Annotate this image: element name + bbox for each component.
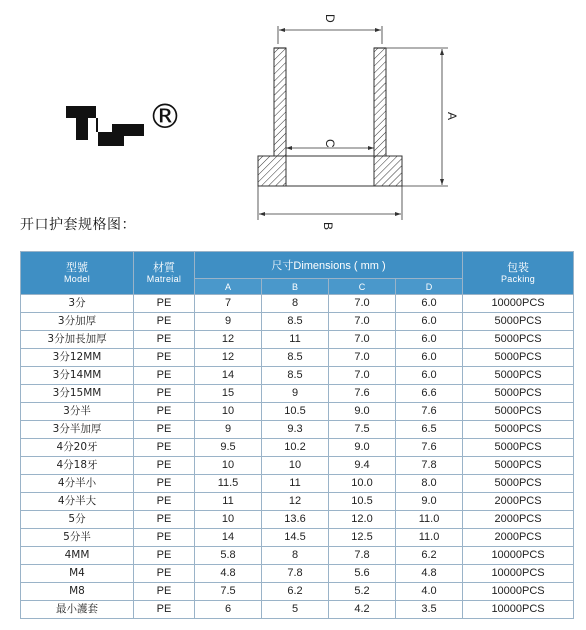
cell-packing: 10000PCS	[463, 295, 574, 313]
cell-packing: 10000PCS	[463, 601, 574, 619]
cell-dim-b: 8.5	[262, 349, 329, 367]
table-row	[21, 583, 574, 601]
cell-dim-a: 14	[195, 529, 262, 547]
cell-dim-c: 9.4	[329, 457, 396, 475]
dim-d-arrow-right	[375, 28, 381, 32]
cell-packing: 5000PCS	[463, 421, 574, 439]
cell-material: PE	[134, 565, 195, 583]
cell-dim-a: 11.5	[195, 475, 262, 493]
cell-dim-b: 12	[262, 493, 329, 511]
cell-dim-a: 11	[195, 493, 262, 511]
flange-left	[258, 156, 286, 186]
header-dim-b: B	[262, 279, 329, 295]
cell-material: PE	[134, 295, 195, 313]
dim-a-arrow-bottom	[440, 179, 444, 185]
cell-dim-d: 6.0	[396, 349, 463, 367]
cell-model: 3分12MM	[21, 349, 134, 367]
cell-material: PE	[134, 367, 195, 385]
cell-model: 5分	[21, 511, 134, 529]
cell-model: 3分加厚	[21, 313, 134, 331]
table-row	[21, 439, 574, 457]
cell-model: 4分半大	[21, 493, 134, 511]
brand-logo	[62, 92, 192, 154]
cell-material: PE	[134, 511, 195, 529]
cell-dim-b: 10.5	[262, 403, 329, 421]
dim-b-arrow-left	[259, 212, 265, 216]
header-dim-d: D	[396, 279, 463, 295]
cell-dim-b: 14.5	[262, 529, 329, 547]
cell-packing: 10000PCS	[463, 565, 574, 583]
cell-model: 4分20牙	[21, 439, 134, 457]
table-row	[21, 529, 574, 547]
cell-dim-b: 8.5	[262, 367, 329, 385]
cell-model: 3分加長加厚	[21, 331, 134, 349]
cell-dim-c: 5.6	[329, 565, 396, 583]
cell-dim-a: 10	[195, 457, 262, 475]
cell-dim-b: 6.2	[262, 583, 329, 601]
cell-dim-a: 14	[195, 367, 262, 385]
registered-mark: ®	[148, 97, 182, 137]
cell-model: 最小護套	[21, 601, 134, 619]
cell-packing: 5000PCS	[463, 439, 574, 457]
cell-dim-b: 9	[262, 385, 329, 403]
cell-dim-d: 7.6	[396, 439, 463, 457]
cell-model: 3分	[21, 295, 134, 313]
cell-packing: 2000PCS	[463, 529, 574, 547]
dim-b-arrow-right	[395, 212, 401, 216]
cell-model: 5分半	[21, 529, 134, 547]
cell-packing: 5000PCS	[463, 349, 574, 367]
cell-material: PE	[134, 421, 195, 439]
table-row	[21, 403, 574, 421]
cell-material: PE	[134, 529, 195, 547]
table-row	[21, 493, 574, 511]
cell-model: 3分14MM	[21, 367, 134, 385]
cell-material: PE	[134, 331, 195, 349]
cell-dim-c: 7.0	[329, 313, 396, 331]
cell-material: PE	[134, 385, 195, 403]
cell-model: 4分半小	[21, 475, 134, 493]
cell-dim-c: 7.5	[329, 421, 396, 439]
cell-dim-c: 5.2	[329, 583, 396, 601]
cell-model: 3分半加厚	[21, 421, 134, 439]
sleeve-wall-left	[274, 48, 286, 156]
dim-c-arrow-right	[368, 146, 374, 150]
header-packing: 包裝 Packing	[463, 252, 574, 295]
spec-table	[20, 251, 574, 619]
cell-dim-b: 11	[262, 331, 329, 349]
sleeve-dimension-drawing	[248, 8, 468, 238]
cell-model: 4分18牙	[21, 457, 134, 475]
table-row	[21, 295, 574, 313]
cell-dim-c: 7.0	[329, 349, 396, 367]
cell-model: M4	[21, 565, 134, 583]
cell-packing: 5000PCS	[463, 403, 574, 421]
cell-material: PE	[134, 493, 195, 511]
header-material: 材質 Matreial	[134, 252, 195, 295]
cell-dim-a: 15	[195, 385, 262, 403]
cell-dim-d: 7.8	[396, 457, 463, 475]
cell-material: PE	[134, 349, 195, 367]
cell-dim-c: 10.5	[329, 493, 396, 511]
cell-dim-d: 6.5	[396, 421, 463, 439]
cell-dim-c: 7.0	[329, 295, 396, 313]
table-header-row	[21, 252, 574, 279]
cell-dim-a: 12	[195, 331, 262, 349]
cell-model: 3分半	[21, 403, 134, 421]
cell-dim-c: 12.5	[329, 529, 396, 547]
dim-c-label: C	[323, 139, 337, 148]
header-dim-c: C	[329, 279, 396, 295]
cell-material: PE	[134, 457, 195, 475]
dim-d-arrow-left	[279, 28, 285, 32]
cell-dim-a: 9	[195, 421, 262, 439]
logo-mark	[66, 106, 144, 146]
header-dim-a: A	[195, 279, 262, 295]
dim-d-label: D	[323, 14, 337, 23]
cell-dim-d: 7.6	[396, 403, 463, 421]
cell-dim-b: 11	[262, 475, 329, 493]
cell-dim-a: 7.5	[195, 583, 262, 601]
cell-dim-b: 8	[262, 295, 329, 313]
cell-dim-d: 11.0	[396, 529, 463, 547]
header-model: 型號 Model	[21, 252, 134, 295]
cell-dim-b: 5	[262, 601, 329, 619]
cell-dim-d: 6.0	[396, 295, 463, 313]
cell-dim-c: 7.6	[329, 385, 396, 403]
cell-dim-c: 12.0	[329, 511, 396, 529]
cell-dim-c: 4.2	[329, 601, 396, 619]
table-row	[21, 565, 574, 583]
table-row	[21, 385, 574, 403]
header-dimensions: 尺寸Dimensions ( mm )	[195, 252, 463, 279]
table-body	[21, 295, 574, 619]
cell-dim-d: 11.0	[396, 511, 463, 529]
cell-dim-a: 6	[195, 601, 262, 619]
cell-dim-c: 9.0	[329, 403, 396, 421]
cell-packing: 5000PCS	[463, 313, 574, 331]
cell-dim-d: 4.0	[396, 583, 463, 601]
cell-packing: 2000PCS	[463, 493, 574, 511]
cell-dim-b: 9.3	[262, 421, 329, 439]
dim-a-arrow-top	[440, 49, 444, 55]
cell-dim-a: 12	[195, 349, 262, 367]
cell-dim-c: 7.0	[329, 331, 396, 349]
cell-dim-a: 10	[195, 511, 262, 529]
cell-model: 3分15MM	[21, 385, 134, 403]
table-row	[21, 475, 574, 493]
cell-dim-a: 10	[195, 403, 262, 421]
cell-dim-d: 6.6	[396, 385, 463, 403]
cell-dim-c: 9.0	[329, 439, 396, 457]
cell-dim-c: 10.0	[329, 475, 396, 493]
dim-b-label: B	[321, 222, 335, 231]
cell-material: PE	[134, 439, 195, 457]
cell-dim-d: 6.0	[396, 331, 463, 349]
cell-model: M8	[21, 583, 134, 601]
cell-packing: 2000PCS	[463, 511, 574, 529]
cell-packing: 5000PCS	[463, 331, 574, 349]
cell-dim-d: 6.0	[396, 367, 463, 385]
cell-dim-d: 8.0	[396, 475, 463, 493]
cell-packing: 5000PCS	[463, 367, 574, 385]
cell-dim-b: 8.5	[262, 313, 329, 331]
cell-dim-d: 6.2	[396, 547, 463, 565]
table-row	[21, 511, 574, 529]
flange-right	[374, 156, 402, 186]
cell-dim-a: 4.8	[195, 565, 262, 583]
table-row	[21, 331, 574, 349]
cell-dim-d: 6.0	[396, 313, 463, 331]
cell-packing: 5000PCS	[463, 457, 574, 475]
dim-a-label: A	[445, 112, 459, 121]
table-row	[21, 421, 574, 439]
cell-packing: 5000PCS	[463, 475, 574, 493]
cell-material: PE	[134, 475, 195, 493]
cell-dim-b: 10.2	[262, 439, 329, 457]
cell-dim-b: 13.6	[262, 511, 329, 529]
table-row	[21, 313, 574, 331]
table-row	[21, 457, 574, 475]
sleeve-wall-right	[374, 48, 386, 156]
dim-c-arrow-left	[286, 146, 292, 150]
cell-dim-c: 7.0	[329, 367, 396, 385]
cell-dim-c: 7.8	[329, 547, 396, 565]
cell-material: PE	[134, 583, 195, 601]
cell-material: PE	[134, 313, 195, 331]
cell-dim-a: 7	[195, 295, 262, 313]
table-row	[21, 547, 574, 565]
cell-dim-a: 9.5	[195, 439, 262, 457]
cell-dim-b: 10	[262, 457, 329, 475]
cell-dim-d: 4.8	[396, 565, 463, 583]
cell-dim-b: 7.8	[262, 565, 329, 583]
cell-packing: 10000PCS	[463, 547, 574, 565]
cell-dim-b: 8	[262, 547, 329, 565]
cell-dim-d: 9.0	[396, 493, 463, 511]
table-row	[21, 349, 574, 367]
cell-material: PE	[134, 601, 195, 619]
table-row	[21, 367, 574, 385]
cell-model: 4MM	[21, 547, 134, 565]
cell-packing: 5000PCS	[463, 385, 574, 403]
cell-packing: 10000PCS	[463, 583, 574, 601]
cell-material: PE	[134, 547, 195, 565]
cell-dim-d: 3.5	[396, 601, 463, 619]
cell-dim-a: 9	[195, 313, 262, 331]
cell-dim-a: 5.8	[195, 547, 262, 565]
cell-material: PE	[134, 403, 195, 421]
spec-caption: 开口护套规格图：	[20, 217, 136, 233]
table-row	[21, 601, 574, 619]
